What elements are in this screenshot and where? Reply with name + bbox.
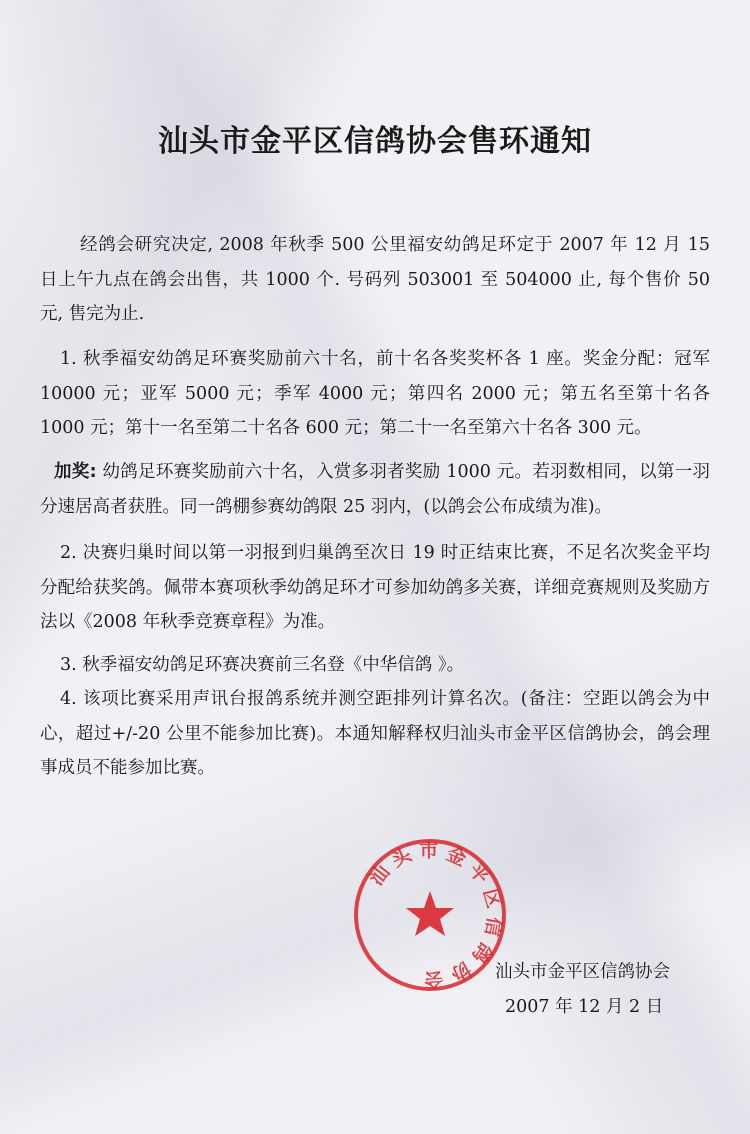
item-3-paragraph: 3. 秋季福安幼鸽足环赛决赛前三名登《中华信鸽 》。	[60, 655, 465, 675]
bonus-text: 幼鸽足环赛奖励前六十名，入赏多羽者奖励 1000 元。若羽数相同，以第一羽分速居高者获胜。同一鸽棚参赛幼鸽限 25 羽内，(以鸽会公布成绩为准)。	[40, 462, 710, 517]
item-2-paragraph: 2. 决赛归巢时间以第一羽报到归巢鸽至次日 19 时正结束比赛，不足名次奖金平均分配给获奖鸽。佩带本赛项秋季幼鸽足环才可参加幼鸽多关赛，详细竞赛规则及奖励方法以《2008 年秋季竞赛章程》为准。	[40, 543, 710, 632]
bonus-paragraph	[40, 455, 710, 524]
official-seal	[350, 835, 510, 995]
signature-date: 2007 年 12 月 2 日	[505, 997, 664, 1017]
document-title: 汕头市金平区信鸽协会售环通知	[158, 124, 592, 159]
item-1-paragraph: 1. 秋季福安幼鸽足环赛奖励前六十名，前十名各奖奖杯各 1 座。奖金分配：冠军 10000 元；亚军 5000 元；季军 4000 元；第四名 2000 元；第五名至第十名各 1000 元；第十一名至第二十名各 600 元；第二十一名至第六十名各 300 元。	[40, 349, 710, 438]
signature-organization: 汕头市金平区信鸽协会	[495, 962, 670, 982]
seal-text: 汕 头 市 金 平 区 信 鸽 协 会	[365, 839, 506, 991]
intro-paragraph: 经鸽会研究决定, 2008 年秋季 500 公里福安幼鸽足环定于 2007 年 12 月 15 日上午九点在鸽会出售，共 1000 个. 号码列 503001 至 504000 止, 每个售价 50 元, 售完为止.	[40, 235, 710, 324]
item-4-paragraph: 4. 该项比赛采用声讯台报鸽系统并测空距排列计算名次。(备注：空距以鸽会为中心，超过+/-20 公里不能参加比赛)。本通知解释权归汕头市金平区信鸽协会，鸽会理事成员不能参加比赛。	[40, 689, 710, 778]
bonus-label: 加奖:	[54, 462, 97, 482]
star-icon	[406, 891, 454, 936]
